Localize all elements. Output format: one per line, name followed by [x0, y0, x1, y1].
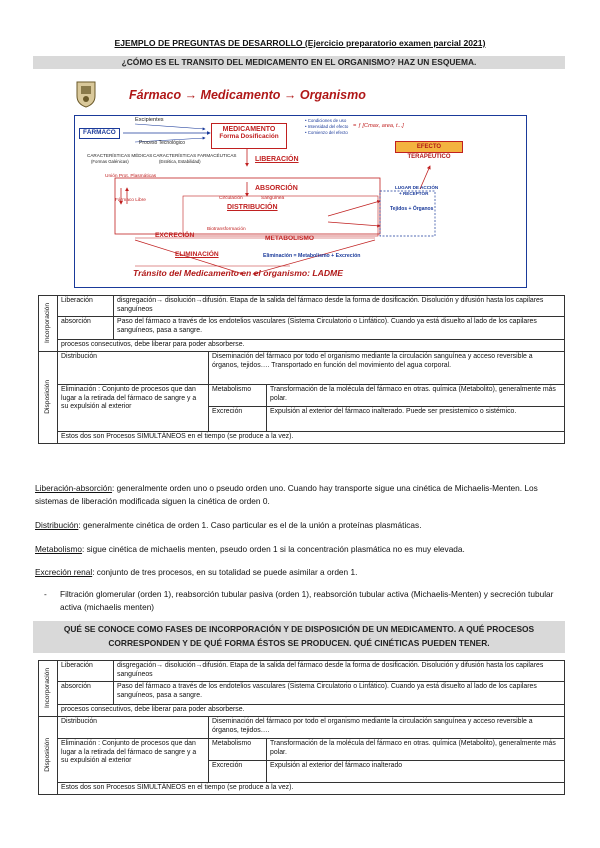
eliminacion-text-cell: Eliminación : Conjunto de procesos que dan lugar a la retirada del fármaco de sangre y a su expulsión al exterior: [58, 384, 209, 431]
medicamento-label: MEDICAMENTO: [222, 126, 276, 133]
paragraph-metabolismo: [35, 543, 565, 556]
liberacion-label: LIBERACIÓN: [255, 156, 299, 163]
farmaco-label: FÁRMACO: [79, 128, 120, 139]
incorporacion-cell: Incorporación: [39, 296, 58, 352]
caracteristicas-farmaceuticas-label: CARACTERÍSTICAS FARMACÉUTICAS: [153, 153, 237, 158]
diagram-box: [74, 115, 527, 288]
distribucion-text-cell: Diseminación del fármaco por todo el organismo mediante la circulación sanguínea y acceso reversible a órganos, tejidos…. Transportado en función del movimiento del agua corporal.: [209, 351, 565, 384]
paragraph-distribucion: [35, 519, 565, 532]
excrecion-bullet: [44, 588, 560, 614]
ladme-diagram: [74, 78, 527, 288]
metabolismo-label-cell: Metabolismo: [209, 738, 267, 760]
liberacion-label-cell: Liberación: [58, 296, 114, 317]
metabolismo-text-cell: Transformación de la molécula del fármaco en otras. química (Metabolito), generalmente más polar.: [267, 384, 565, 406]
bullet-dash: -: [44, 589, 47, 599]
comienzo-label: • Comienzo del efecto: [305, 130, 348, 135]
circulacion-label: Circulación: [219, 196, 243, 201]
paragraph-excrecion-renal: [35, 566, 565, 579]
excrecion-text-cell: Expulsión al exterior del fármaco inalterado: [267, 760, 565, 782]
metabolismo-text: : sigue cinética de michaelis menten, pseudo orden 1 si la concentración plasmática no es muy elevada.: [82, 544, 465, 554]
incorporacion-cell: Incorporación: [39, 661, 58, 717]
disposicion-cell: Disposición: [39, 351, 58, 443]
diagram-caption: Tránsito del Medicamento en el organismo: LADME: [133, 268, 343, 278]
liberacion-label-cell: Liberación: [58, 661, 114, 682]
distribucion-label-cell: Distribución: [58, 716, 209, 738]
table-incorporacion-disposicion-1: [38, 295, 565, 444]
formula-label: = ƒ [Cmax, area, t...]: [353, 123, 404, 129]
sanguinea-label: Sanguínea: [261, 196, 285, 201]
table-incorporacion-disposicion-2: [38, 660, 565, 795]
excrecion-label: EXCRECIÓN: [155, 232, 195, 239]
consecutivos-cell: procesos consecutivos, debe liberar para poder absorberse.: [58, 705, 565, 717]
medicamento-box: [211, 123, 287, 149]
question-2-heading: QUÉ SE CONOCE COMO FASES DE INCORPORACIÓN Y DE DISPOSICIÓN DE UN MEDICAMENTO. A QUÉ PROCESOS CORRESPONDEN Y DE QUÉ FORMA ÉSTOS SE PRODUCEN. QUÉ CINÉTICAS PUEDEN TENER.: [33, 621, 565, 653]
liberacion-text-cell: disgregación→ disolución→difusión. Etapa de la salida del fármaco desde la forma de dosificación. Disolución y difusión hasta los capilares sanguíneos: [114, 661, 565, 682]
biotransformacion-label: Biotransformación: [207, 227, 246, 232]
tejidos-label: Tejidos + Órganos: [390, 206, 434, 212]
metabolismo-text-cell: Transformación de la molécula del fármaco en otras. química (Metabolito), generalmente más polar.: [267, 738, 565, 760]
metabolismo-term: Metabolismo: [35, 544, 83, 554]
eliminacion-text-cell: Eliminación : Conjunto de procesos que dan lugar a la retirada del fármaco de sangre y a su expulsión al exterior: [58, 738, 209, 782]
liberacion-absorcion-term: Liberación-absorción: [35, 483, 113, 493]
consecutivos-cell: procesos consecutivos, debe liberar para poder absorberse.: [58, 340, 565, 352]
simultaneos-cell: Estos dos son Procesos SIMULTÁNEOS en el tiempo (se produce a la vez).: [58, 782, 565, 794]
distribucion-label: DISTRIBUCIÓN: [227, 204, 278, 211]
excrecion-text-cell: Expulsión al exterior del fármaco inalterado. Puede ser presistemico o sistémico.: [267, 406, 565, 431]
excrecion-renal-text: : conjunto de tres procesos, en su totalidad se puede asimilar a orden 1.: [92, 567, 358, 577]
disposicion-cell: Disposición: [39, 716, 58, 794]
metabolismo-label: METABOLISMO: [265, 235, 314, 242]
formas-galenicas-label: (Formas Galénicas): [91, 159, 129, 164]
simultaneos-cell: Estos dos son Procesos SIMULTÁNEOS en el tiempo (se produce a la vez).: [58, 431, 565, 443]
forma-dosificacion-label: Forma Dosificación: [219, 133, 279, 140]
university-crest-icon: [74, 80, 98, 108]
excipientes-label: Excipientes: [135, 117, 164, 123]
distribucion-term: Distribución: [35, 520, 79, 530]
bullet-text: Filtración glomerular (orden 1), reabsorción tubular pasiva (orden 1), reabsorción tubular activa (Michaelis-Menten) y secreción tubular activa (michaelis menten): [60, 589, 554, 612]
distribucion-text-cell: Diseminación del fármaco por todo el organismo mediante la circulación sanguínea y acceso reversible a órganos, tejidos….: [209, 716, 565, 738]
absorcion-label: ABSORCIÓN: [255, 185, 298, 192]
excrecion-renal-term: Excreción renal: [35, 567, 93, 577]
estetica-label: (Estética, Estabilidad): [159, 159, 201, 164]
eliminacion-note-label: Eliminación = Metabolismo + Excreción: [263, 253, 361, 259]
metabolismo-label-cell: Metabolismo: [209, 384, 267, 406]
document-title: EJEMPLO DE PREGUNTAS DE DESARROLLO (Ejercicio preparatorio examen parcial 2021): [114, 38, 486, 48]
efecto-terapeutico-box: [395, 141, 463, 160]
lugar-accion-label: LUGAR DE ACCIÓN: [395, 185, 439, 190]
absorcion-label-cell: absorción: [58, 317, 114, 340]
liberacion-absorcion-text: : generalmente orden uno o pseudo orden uno. Cuando hay transporte sigue una cinética de Michaelis-Menten. Los sistemas de liberación modificada siguen la cinética de orden 0.: [35, 483, 538, 506]
union-prot-label: Unión Prot. Plasmáticas: [105, 174, 157, 179]
absorcion-text-cell: Paso del fármaco a través de los endotelios vasculares (Sistema Circulatorio o Linfático). Cuando ya está disuelto al lado de los capilares sanguíneos, pasa a sangre.: [114, 317, 565, 340]
excrecion-label-cell: Excreción: [209, 406, 267, 431]
absorcion-text-cell: Paso del fármaco a través de los endotelios vasculares (Sistema Circulatorio o Linfático). Cuando ya está disuelto al lado de los capilares sanguíneos, pasa a sangre.: [114, 682, 565, 705]
diagram-header: [74, 78, 527, 110]
excrecion-label-cell: Excreción: [209, 760, 267, 782]
efecto-terapeutico-label: EFECTO TERAPÉUTICO: [407, 144, 451, 160]
proceso-tecnologico-label: Proceso Tecnológico: [139, 140, 186, 146]
diagram-heading: Fármaco → Medicamento → Organismo: [129, 88, 366, 102]
eliminacion-label: ELIMINACIÓN: [175, 251, 219, 258]
paragraph-liberacion-absorcion: [35, 482, 565, 507]
intensidad-label: • Intensidad del efecto: [305, 124, 349, 129]
distribucion-text: : generalmente cinética de orden 1. Caso particular es el de la unión a proteínas plasmáticas.: [78, 520, 422, 530]
farmaco-libre-label: Fármaco Libre: [115, 198, 146, 203]
caracteristicas-medicas-label: CARACTERÍSTICAS MÉDICAS: [87, 153, 153, 158]
condiciones-label: • Condiciones de uso: [305, 118, 347, 123]
liberacion-text-cell: disgregación→ disolución→difusión. Etapa de la salida del fármaco desde la forma de dosificación. Disolución y difusión hasta los capilares sanguíneos: [114, 296, 565, 317]
question-1-heading: ¿CÓMO ES EL TRANSITO DEL MEDICAMENTO EN EL ORGANISMO? HAZ UN ESQUEMA.: [33, 56, 565, 69]
distribucion-label-cell: Distribución: [58, 351, 209, 384]
absorcion-label-cell: absorción: [58, 682, 114, 705]
receptor-label: + RECEPTOR: [399, 191, 429, 196]
